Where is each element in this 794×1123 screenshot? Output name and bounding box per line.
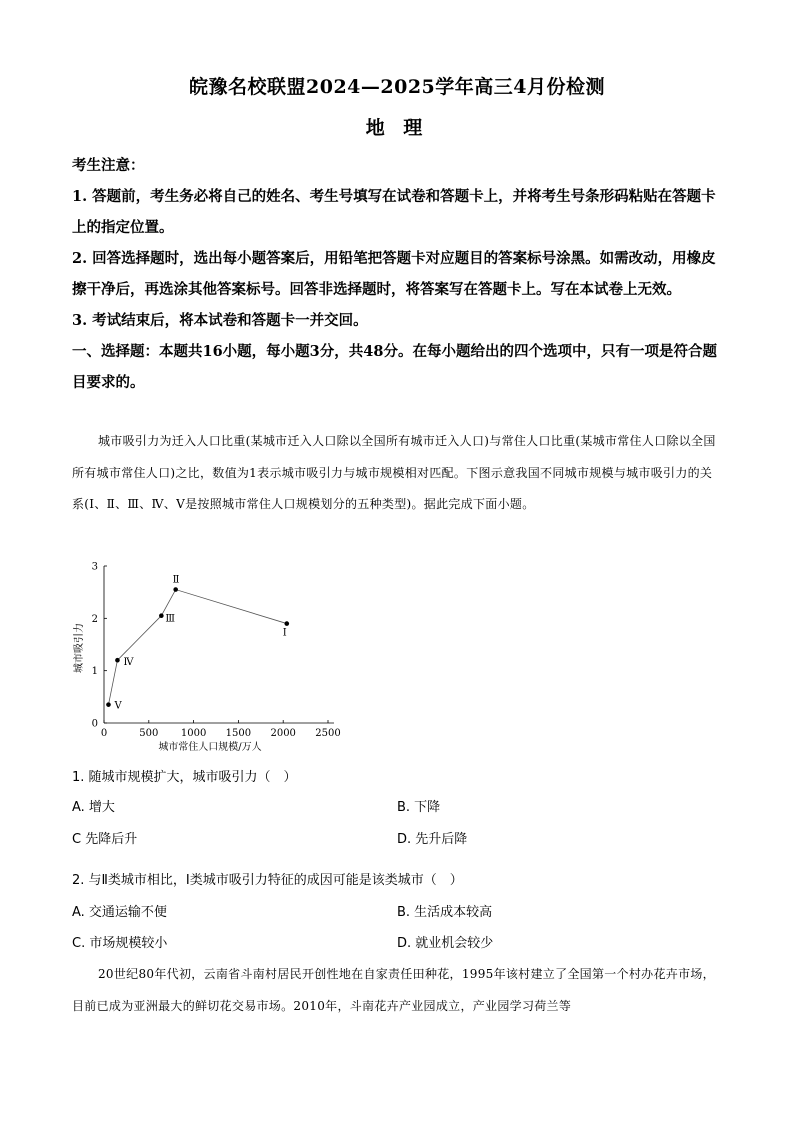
notice-item-1: 1. 答题前，考生务必将自己的姓名、考生号填写在试卷和答题卡上，并将考生号条形码粘贴在答题卡上的指定位置。 xyxy=(72,188,716,236)
y-tick-label: 1 xyxy=(91,666,98,678)
x-tick-label: 500 xyxy=(139,728,159,739)
data-point xyxy=(284,621,289,626)
q2-option-d[interactable]: D. 就业机会较少 xyxy=(397,936,494,951)
data-point xyxy=(159,613,164,618)
series-line xyxy=(108,590,286,705)
candidate-notice xyxy=(72,150,722,398)
section-heading: 一、选择题：本题共16小题，每小题3分，共48分。在每小题给出的四个选项中，只有一项是符合题目要求的。 xyxy=(72,343,717,391)
x-tick-label: 2500 xyxy=(315,728,341,739)
question-2-stem: 2. 与Ⅱ类城市相比，Ⅰ类城市吸引力特征的成因可能是该类城市（ ） xyxy=(72,873,463,888)
point-label: Ⅱ xyxy=(172,574,180,586)
notice-item-3: 3. 考试结束后，将本试卷和答题卡一并交回。 xyxy=(72,312,368,329)
x-axis-label: 城市常住人口规模/万人 xyxy=(158,742,262,753)
data-point xyxy=(106,702,111,707)
point-label: Ⅳ xyxy=(123,657,134,669)
notice-heading: 考生注意： xyxy=(72,157,145,174)
notice-item-2: 2. 回答选择题时，选出每小题答案后，用铅笔把答题卡对应题目的答案标号涂黑。如需改动，用橡皮擦干净后，再选涂其他答案标号。回答非选择题时，将答案写在答题卡上。写在本试卷上无效。 xyxy=(72,250,716,298)
q2-option-b[interactable]: B. 生活成本较高 xyxy=(397,905,493,920)
data-point xyxy=(173,587,178,592)
point-label: Ⅰ xyxy=(282,627,287,639)
q1-option-d[interactable]: D. 先升后降 xyxy=(397,832,468,847)
exam-subject: 地 理 xyxy=(365,117,429,139)
x-tick-label: 0 xyxy=(100,728,108,739)
x-tick-label: 2000 xyxy=(270,728,296,739)
q1-option-a[interactable]: A. 增大 xyxy=(72,800,115,815)
question-1-stem: 1. 随城市规模扩大，城市吸引力（ ） xyxy=(72,770,297,785)
q2-option-a[interactable]: A. 交通运输不便 xyxy=(72,905,167,920)
y-tick-label: 3 xyxy=(91,561,98,573)
q2-option-c[interactable]: C. 市场规模较小 xyxy=(72,936,168,951)
q1-option-b[interactable]: B. 下降 xyxy=(397,800,441,815)
point-label: Ⅴ xyxy=(114,700,122,712)
chart-series xyxy=(106,575,289,712)
chart-axes xyxy=(92,562,341,740)
x-tick-label: 1000 xyxy=(180,728,207,739)
y-axis-label: 城市吸引力 xyxy=(74,623,85,673)
y-tick-label: 0 xyxy=(91,718,98,730)
exam-title: 皖豫名校联盟2024—2025学年高三4月份检测 xyxy=(189,76,605,98)
question-intro: 城市吸引力为迁入人口比重(某城市迁入人口除以全国所有城市迁入人口)与常住人口比重(某城市常住人口除以全国所有城市常住人口)之比，数值为1表示城市吸引力与城市规模相对匹配。下图示意我国不同城市规模与城市吸引力的关系(Ⅰ、Ⅱ、Ⅲ、Ⅳ、Ⅴ是按照城市常住人口规模划分的五种类型)。据此完成下面小题。 xyxy=(72,434,716,511)
point-label: Ⅲ xyxy=(165,613,176,625)
attraction-chart xyxy=(70,556,360,756)
q1-option-c[interactable]: C 先降后升 xyxy=(72,832,138,847)
x-tick-label: 1500 xyxy=(225,728,252,739)
question-3-intro: 20世纪80年代初，云南省斗南村居民开创性地在自家责任田种花，1995年该村建立了全国第一个村办花卉市场，目前已成为亚洲最大的鲜切花交易市场。2010年，斗南花卉产业园成立，产业园学习荷兰等 xyxy=(72,967,715,1013)
data-point xyxy=(115,658,120,663)
y-tick-label: 2 xyxy=(91,613,98,625)
